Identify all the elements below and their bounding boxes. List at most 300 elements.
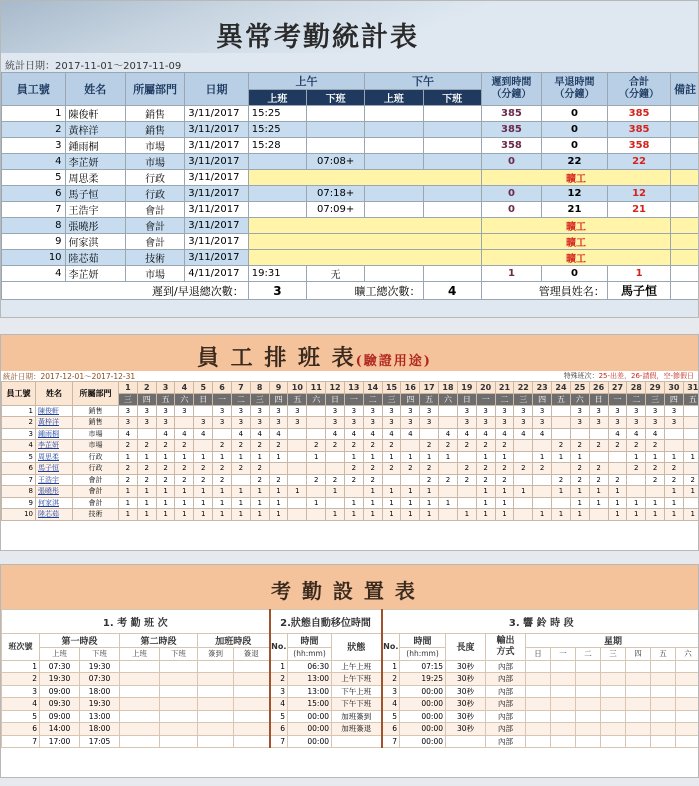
shift-cell: 3 — [382, 417, 401, 429]
row-pm-off — [423, 106, 481, 122]
bell-section-title: 3. 響 鈴 時 段 — [382, 610, 699, 634]
shift-cell: 3 — [646, 405, 665, 417]
shift-cell: 2 — [382, 463, 401, 475]
sched-name-link[interactable]: 何家淇 — [36, 497, 73, 509]
shift-empty-cell — [160, 660, 198, 673]
row-date: 3/11/2017 — [185, 122, 249, 138]
shift-p1-off-val: 18:00 — [80, 723, 120, 736]
shift-p1-off-val: 07:30 — [80, 673, 120, 686]
row-absent-label: 曠工 — [481, 234, 671, 250]
row-date: 3/11/2017 — [185, 106, 249, 122]
admin-name: 馬子恒 — [607, 282, 671, 300]
weekday-header: 四 — [269, 393, 288, 405]
bell-length: 30秒 — [446, 685, 486, 698]
sched-name-link[interactable]: 陳俊軒 — [36, 405, 73, 417]
row-pm-on — [365, 106, 423, 122]
shift-empty-cell — [198, 698, 234, 711]
shift-no: 1 — [2, 660, 40, 673]
shift-empty-cell — [120, 735, 160, 748]
shift-cell: 2 — [269, 440, 288, 452]
shift-cell: 2 — [250, 463, 269, 475]
shift-cell — [307, 486, 326, 498]
day-header: 21 — [495, 382, 514, 394]
shift-no: 3 — [2, 685, 40, 698]
shift-cell — [307, 509, 326, 521]
shift-cell: 3 — [476, 405, 495, 417]
settings-row — [2, 698, 699, 711]
row-pm-on — [365, 138, 423, 154]
shift-cell — [175, 417, 194, 429]
sched-name-link[interactable]: 李芷妍 — [36, 440, 73, 452]
row-absent-times — [248, 234, 481, 250]
shift-cell: 3 — [457, 417, 476, 429]
bell-day-cell — [551, 660, 576, 673]
row-date: 3/11/2017 — [185, 250, 249, 266]
shift-cell: 3 — [119, 405, 138, 417]
shift-p1-on-val: 19:30 — [40, 673, 80, 686]
bell-mode: 內部 — [486, 723, 526, 736]
bell-mode: 內部 — [486, 698, 526, 711]
shift-cell: 1 — [589, 497, 608, 509]
shift-empty-cell — [234, 698, 270, 711]
shift-cell: 1 — [382, 451, 401, 463]
shift-cell: 2 — [231, 440, 250, 452]
shift-cell: 2 — [552, 474, 571, 486]
shift-cell: 2 — [476, 463, 495, 475]
shift-cell: 1 — [213, 509, 232, 521]
sched-dept: 行政 — [73, 451, 119, 463]
row-early: 22 — [542, 154, 608, 170]
bell-day-cell — [626, 698, 651, 711]
shift-cell — [194, 440, 213, 452]
weekday-header: 六 — [307, 393, 326, 405]
bell-length: 30秒 — [446, 710, 486, 723]
shift-col-p1: 第一時段 — [40, 634, 120, 648]
shift-cell: 4 — [250, 428, 269, 440]
sched-id: 2 — [2, 417, 36, 429]
bell-length — [446, 735, 486, 748]
shift-cell: 1 — [250, 509, 269, 521]
sched-id: 6 — [2, 463, 36, 475]
row-date: 3/11/2017 — [185, 218, 249, 234]
shift-cell — [589, 451, 608, 463]
bell-day-cell — [601, 723, 626, 736]
state-time: 13:00 — [288, 685, 332, 698]
day-header: 22 — [514, 382, 533, 394]
shift-cell — [213, 428, 232, 440]
shift-cell: 1 — [344, 509, 363, 521]
shift-cell: 2 — [213, 440, 232, 452]
row-am-off — [307, 138, 365, 154]
shift-cell: 1 — [533, 451, 552, 463]
row-late: 385 — [481, 106, 541, 122]
day-header: 23 — [533, 382, 552, 394]
day-header: 13 — [344, 382, 363, 394]
settings-row — [2, 673, 699, 686]
bell-no: 7 — [382, 735, 400, 748]
shift-cell: 1 — [420, 486, 439, 498]
row-id: 6 — [2, 186, 66, 202]
shift-cell — [288, 474, 307, 486]
row-dept: 市場 — [125, 154, 184, 170]
shift-cell: 2 — [119, 474, 138, 486]
shift-cell — [288, 497, 307, 509]
row-am-off: 无 — [307, 266, 365, 282]
shift-cell — [589, 428, 608, 440]
row-pm-off — [423, 186, 481, 202]
shift-cell: 1 — [476, 509, 495, 521]
weekday-header: 四 — [533, 393, 552, 405]
row-total: 12 — [607, 186, 671, 202]
shift-no: 6 — [2, 723, 40, 736]
row-note — [671, 138, 699, 154]
shift-p1-on-val: 14:00 — [40, 723, 80, 736]
bell-time: 00:00 — [400, 685, 446, 698]
bell-day-cell — [576, 710, 601, 723]
sched-name-link[interactable]: 馬子恒 — [36, 463, 73, 475]
row-date: 4/11/2017 — [185, 266, 249, 282]
shift-no: 5 — [2, 710, 40, 723]
row-id: 4 — [2, 154, 66, 170]
shift-cell — [514, 497, 533, 509]
shift-cell: 1 — [457, 509, 476, 521]
shift-cell: 2 — [363, 463, 382, 475]
shift-p1-off-val: 13:00 — [80, 710, 120, 723]
shift-cell: 3 — [231, 405, 250, 417]
bell-weekday-header: 二 — [576, 648, 601, 661]
weekday-header: 日 — [326, 393, 345, 405]
sched-name-link[interactable]: 王浩宇 — [36, 474, 73, 486]
late-count-label: 遲到/早退總次數： — [2, 282, 249, 300]
row-pm-on — [365, 122, 423, 138]
row-name: 李芷妍 — [65, 266, 125, 282]
shift-cell — [326, 497, 345, 509]
shift-cell — [608, 463, 627, 475]
shift-cell: 2 — [589, 474, 608, 486]
bell-time: 19:25 — [400, 673, 446, 686]
state-col-no: No. — [270, 634, 288, 661]
bell-col-week: 星期 — [526, 634, 699, 648]
bell-mode: 內部 — [486, 710, 526, 723]
day-header: 7 — [231, 382, 250, 394]
row-id: 10 — [2, 250, 66, 266]
shift-cell: 3 — [344, 405, 363, 417]
shift-cell: 3 — [627, 405, 646, 417]
sched-name-link[interactable]: 周思柔 — [36, 451, 73, 463]
shift-cell: 2 — [627, 463, 646, 475]
day-header: 1 — [119, 382, 138, 394]
state-no: 5 — [270, 710, 288, 723]
shift-empty-cell — [120, 685, 160, 698]
sched-col-id: 員工號 — [2, 382, 36, 406]
attendance-row — [2, 138, 699, 154]
row-name: 周思柔 — [65, 170, 125, 186]
sched-id: 8 — [2, 486, 36, 498]
shift-cell: 2 — [213, 474, 232, 486]
late-count: 3 — [248, 282, 306, 300]
col-total: 合計 （分鐘） — [607, 73, 671, 106]
shift-cell: 3 — [589, 405, 608, 417]
shift-cell: 1 — [420, 451, 439, 463]
shift-cell: 3 — [570, 405, 589, 417]
sched-id: 4 — [2, 440, 36, 452]
shift-cell: 1 — [137, 497, 156, 509]
sched-id: 7 — [2, 474, 36, 486]
shift-cell: 2 — [213, 463, 232, 475]
shift-empty-cell — [120, 710, 160, 723]
shift-cell: 2 — [344, 440, 363, 452]
shift-cell — [646, 486, 665, 498]
weekday-header: 三 — [119, 393, 138, 405]
bell-day-cell — [526, 735, 551, 748]
shift-cell: 1 — [382, 486, 401, 498]
schedule-row — [2, 474, 699, 486]
shift-cell: 4 — [156, 428, 175, 440]
shift-p2-off: 下班 — [160, 648, 198, 661]
shift-cell — [439, 486, 458, 498]
shift-col-no: 班次號 — [2, 634, 40, 661]
shift-cell: 1 — [231, 486, 250, 498]
shift-cell: 1 — [495, 451, 514, 463]
shift-cell: 2 — [665, 474, 684, 486]
row-name: 陳俊軒 — [65, 106, 125, 122]
bell-day-cell — [651, 735, 676, 748]
bell-day-cell — [551, 723, 576, 736]
shift-cell: 3 — [420, 417, 439, 429]
shift-ot-out: 簽退 — [234, 648, 270, 661]
row-id: 8 — [2, 218, 66, 234]
row-date: 3/11/2017 — [185, 170, 249, 186]
shift-cell: 4 — [457, 428, 476, 440]
shift-cell: 2 — [363, 474, 382, 486]
day-header: 18 — [439, 382, 458, 394]
shift-empty-cell — [160, 698, 198, 711]
shift-cell: 1 — [194, 451, 213, 463]
shift-cell: 1 — [646, 509, 665, 521]
bell-day-cell — [676, 723, 699, 736]
bell-weekday-header: 日 — [526, 648, 551, 661]
bell-day-cell — [676, 660, 699, 673]
row-absent-times — [248, 218, 481, 234]
shift-cell — [401, 440, 420, 452]
weekday-header: 三 — [646, 393, 665, 405]
bell-day-cell — [526, 698, 551, 711]
day-header: 6 — [213, 382, 232, 394]
col-am-off: 下班 — [307, 90, 365, 106]
shift-cell: 1 — [119, 509, 138, 521]
sched-name-link[interactable]: 鍾雨桐 — [36, 428, 73, 440]
row-am-on — [248, 186, 306, 202]
day-header: 14 — [363, 382, 382, 394]
shift-cell: 2 — [194, 463, 213, 475]
sched-dept: 技術 — [73, 509, 119, 521]
shift-cell: 1 — [326, 509, 345, 521]
shift-cell: 4 — [382, 428, 401, 440]
sched-name-link[interactable]: 陸芯茹 — [36, 509, 73, 521]
shift-cell: 3 — [119, 417, 138, 429]
weekday-header: 日 — [589, 393, 608, 405]
bell-length: 30秒 — [446, 673, 486, 686]
weekday-header: 二 — [363, 393, 382, 405]
day-header: 3 — [156, 382, 175, 394]
shift-cell: 2 — [382, 440, 401, 452]
row-note — [671, 170, 699, 186]
sched-id: 5 — [2, 451, 36, 463]
day-header: 26 — [589, 382, 608, 394]
state-col-time: 時間 — [288, 634, 332, 648]
day-header: 11 — [307, 382, 326, 394]
shift-cell: 4 — [194, 428, 213, 440]
shift-cell — [288, 509, 307, 521]
shift-cell: 1 — [156, 509, 175, 521]
shift-empty-cell — [234, 673, 270, 686]
attendance-panel — [0, 0, 699, 318]
shift-cell: 1 — [552, 451, 571, 463]
row-absent-label: 曠工 — [481, 170, 671, 186]
sched-name-link[interactable]: 張曉彤 — [36, 486, 73, 498]
row-id: 7 — [2, 202, 66, 218]
day-header: 15 — [382, 382, 401, 394]
shift-cell: 2 — [363, 440, 382, 452]
bell-mode: 內部 — [486, 673, 526, 686]
shift-cell: 1 — [156, 486, 175, 498]
row-absent-times — [248, 170, 481, 186]
shift-cell: 4 — [514, 428, 533, 440]
day-header: 17 — [420, 382, 439, 394]
shift-cell: 4 — [533, 428, 552, 440]
shift-cell: 1 — [231, 497, 250, 509]
shift-cell: 1 — [420, 497, 439, 509]
shift-cell: 3 — [250, 417, 269, 429]
bell-day-cell — [601, 710, 626, 723]
shift-cell — [439, 509, 458, 521]
row-name: 王浩宇 — [65, 202, 125, 218]
shift-cell: 1 — [250, 451, 269, 463]
shift-empty-cell — [120, 660, 160, 673]
shift-cell: 4 — [608, 428, 627, 440]
day-header: 12 — [326, 382, 345, 394]
sched-id: 3 — [2, 428, 36, 440]
shift-p1-on-val: 09:30 — [40, 698, 80, 711]
col-date: 日期 — [185, 73, 249, 106]
shift-cell — [533, 474, 552, 486]
bell-day-cell — [576, 660, 601, 673]
shift-cell: 1 — [213, 451, 232, 463]
day-header: 28 — [627, 382, 646, 394]
bell-day-cell — [601, 673, 626, 686]
shift-cell: 4 — [495, 428, 514, 440]
shift-cell — [457, 497, 476, 509]
state-label: 加班簽退 — [332, 723, 382, 736]
day-header: 30 — [665, 382, 684, 394]
shift-p1-on-val: 09:00 — [40, 685, 80, 698]
shift-empty-cell — [160, 710, 198, 723]
shift-cell — [533, 486, 552, 498]
shift-section-title: 1. 考 勤 班 次 — [2, 610, 270, 634]
shift-cell: 1 — [363, 509, 382, 521]
shift-cell: 4 — [175, 428, 194, 440]
row-absent-label: 曠工 — [481, 218, 671, 234]
shift-cell: 1 — [363, 497, 382, 509]
sched-col-name: 姓名 — [36, 382, 73, 406]
schedule-date-range: 統計日期：2017-12-01～2017-12-31 — [3, 372, 136, 381]
bell-weekday-header: 一 — [551, 648, 576, 661]
shift-cell — [533, 497, 552, 509]
shift-cell: 2 — [326, 440, 345, 452]
bell-mode: 內部 — [486, 735, 526, 748]
shift-cell: 1 — [231, 451, 250, 463]
shift-cell: 3 — [495, 417, 514, 429]
shift-cell — [552, 405, 571, 417]
shift-cell: 1 — [552, 486, 571, 498]
row-dept: 市場 — [125, 266, 184, 282]
special-values: 25-出差，26-請假，空-節假日 — [598, 372, 694, 380]
day-header: 5 — [194, 382, 213, 394]
row-note — [671, 122, 699, 138]
shift-cell: 2 — [137, 463, 156, 475]
bell-time: 00:00 — [400, 723, 446, 736]
bell-day-cell — [651, 685, 676, 698]
shift-col-ot: 加班時段 — [198, 634, 270, 648]
day-header: 2 — [137, 382, 156, 394]
shift-empty-cell — [198, 685, 234, 698]
shift-cell: 3 — [533, 417, 552, 429]
settings-row — [2, 723, 699, 736]
shift-cell: 1 — [250, 486, 269, 498]
row-total: 22 — [607, 154, 671, 170]
shift-cell: 1 — [307, 497, 326, 509]
shift-cell — [570, 428, 589, 440]
shift-p1-on-val: 09:00 — [40, 710, 80, 723]
shift-cell — [439, 417, 458, 429]
shift-cell: 1 — [439, 451, 458, 463]
shift-cell — [288, 428, 307, 440]
weekday-header: 五 — [156, 393, 175, 405]
shift-cell — [326, 463, 345, 475]
bell-day-cell — [626, 710, 651, 723]
shift-cell: 1 — [156, 451, 175, 463]
bell-day-cell — [626, 685, 651, 698]
row-note — [671, 186, 699, 202]
shift-cell: 2 — [194, 474, 213, 486]
shift-cell — [401, 474, 420, 486]
bell-day-cell — [576, 685, 601, 698]
bell-weekday-header: 六 — [676, 648, 699, 661]
shift-cell: 2 — [439, 440, 458, 452]
state-time: 15:00 — [288, 698, 332, 711]
day-header: 4 — [175, 382, 194, 394]
shift-cell: 3 — [250, 405, 269, 417]
day-header: 19 — [457, 382, 476, 394]
row-dept: 市場 — [125, 138, 184, 154]
shift-cell: 2 — [156, 474, 175, 486]
shift-cell: 3 — [476, 417, 495, 429]
state-time: 13:00 — [288, 673, 332, 686]
shift-cell: 1 — [570, 451, 589, 463]
sched-name-link[interactable]: 黃梓洋 — [36, 417, 73, 429]
row-late: 0 — [481, 154, 541, 170]
shift-cell: 1 — [646, 497, 665, 509]
bell-day-cell — [601, 660, 626, 673]
row-name: 李芷妍 — [65, 154, 125, 170]
settings-row — [2, 735, 699, 748]
row-name: 何家淇 — [65, 234, 125, 250]
row-name: 張曉彤 — [65, 218, 125, 234]
shift-cell: 1 — [194, 509, 213, 521]
shift-cell: 3 — [420, 405, 439, 417]
shift-cell: 2 — [420, 474, 439, 486]
shift-cell: 1 — [665, 509, 684, 521]
